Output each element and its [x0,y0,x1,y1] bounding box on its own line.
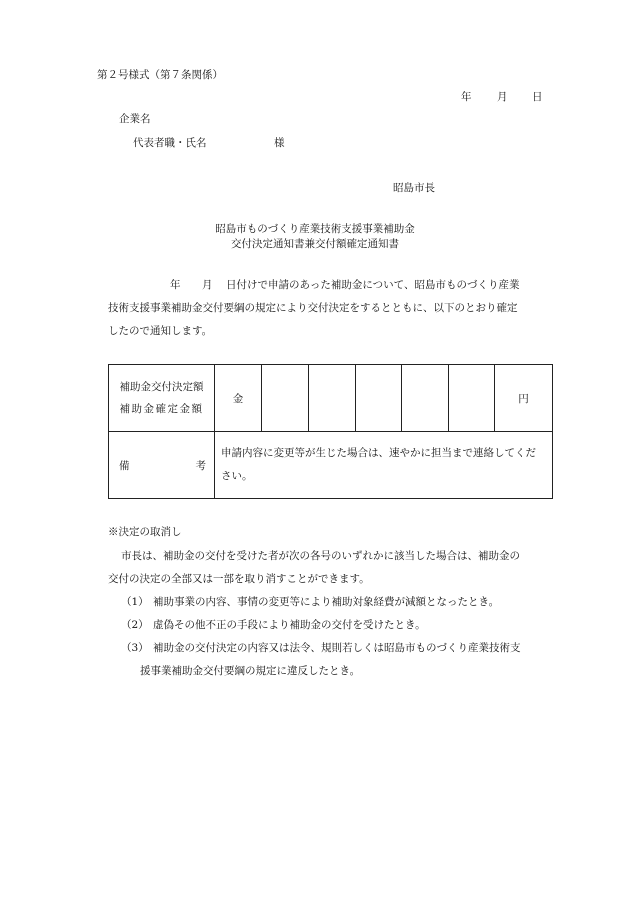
remarks-header-cell [109,432,215,499]
body-month: 月 [202,279,213,291]
cancellation-body [108,545,578,683]
body-line-1 [108,274,588,297]
date-year: 年 [461,91,472,103]
cancellation-intro-1: 市長は、補助金の交付を受けた者が次の各号のいずれかに該当した場合は、補助金の [121,550,520,562]
item-text-continued: 援事業補助金交付要綱の規定に違反したとき。 [140,665,361,677]
remarks-text: 申請内容に変更等が生じた場合は、速やかに担当まで連絡してください。 [215,432,553,499]
body-year: 年 [170,279,181,291]
company-name-label: 企業名 [119,113,151,125]
date-month: 月 [497,91,508,103]
amount-header-line-2: 補助金確定金額 [119,403,204,415]
honorific: 様 [274,137,285,149]
digit-cell[interactable] [402,365,449,432]
item-text: 虚偽その他不正の手段により補助金の交付を受けたとき。 [153,619,426,631]
body-line-3: したので通知します。 [108,325,213,337]
digit-cell[interactable] [262,365,309,432]
yen-cell: 円 [495,365,553,432]
title-line-1: 昭島市ものづくり産業技術支援事業補助金 [215,223,415,235]
item-text: 補助事業の内容、事情の変更等により補助対象経費が減額となったとき。 [153,596,500,608]
cancellation-intro-2: 交付の決定の全部又は一部を取り消すことができます。 [108,573,370,585]
amount-header-cell [109,365,215,432]
amount-table [108,364,553,499]
remarks-label-left: 備 [119,460,130,472]
title-line-2: 交付決定通知書兼交付額確定通知書 [231,238,399,250]
cancellation-item [108,614,578,637]
date-day: 日 [532,91,543,103]
document-title [0,222,630,252]
issuer: 昭島市長 [393,182,435,194]
remarks-label-right: 考 [195,460,206,472]
kin-cell: 金 [215,365,262,432]
representative-label: 代表者職・氏名 [133,137,207,149]
remarks-row [109,432,553,499]
item-number: （3） [121,642,149,654]
amount-header-line-1: 補助金交付決定額 [119,381,204,393]
cancellation-item [108,591,578,614]
body-line-2: 技術支援事業補助金交付要綱の規定により交付決定をするとともに、以下のとおり確定 [108,302,518,314]
body-line-1-rest: 日付けで申請のあった補助金について、昭島市ものづくり産業 [226,279,520,291]
item-number: （2） [121,619,149,631]
amount-row [109,365,553,432]
item-text: 補助金の交付決定の内容又は法令、規則若しくは昭島市ものづくり産業技術支 [153,642,521,654]
cancellation-title: ※決定の取消し [108,526,182,538]
digit-cell[interactable] [356,365,402,432]
notice-body [108,274,588,343]
form-label: 第２号様式（第７条関係） [97,69,223,81]
digit-cell[interactable] [449,365,495,432]
cancellation-item [108,637,578,660]
item-number: （1） [121,596,149,608]
digit-cell[interactable] [309,365,356,432]
